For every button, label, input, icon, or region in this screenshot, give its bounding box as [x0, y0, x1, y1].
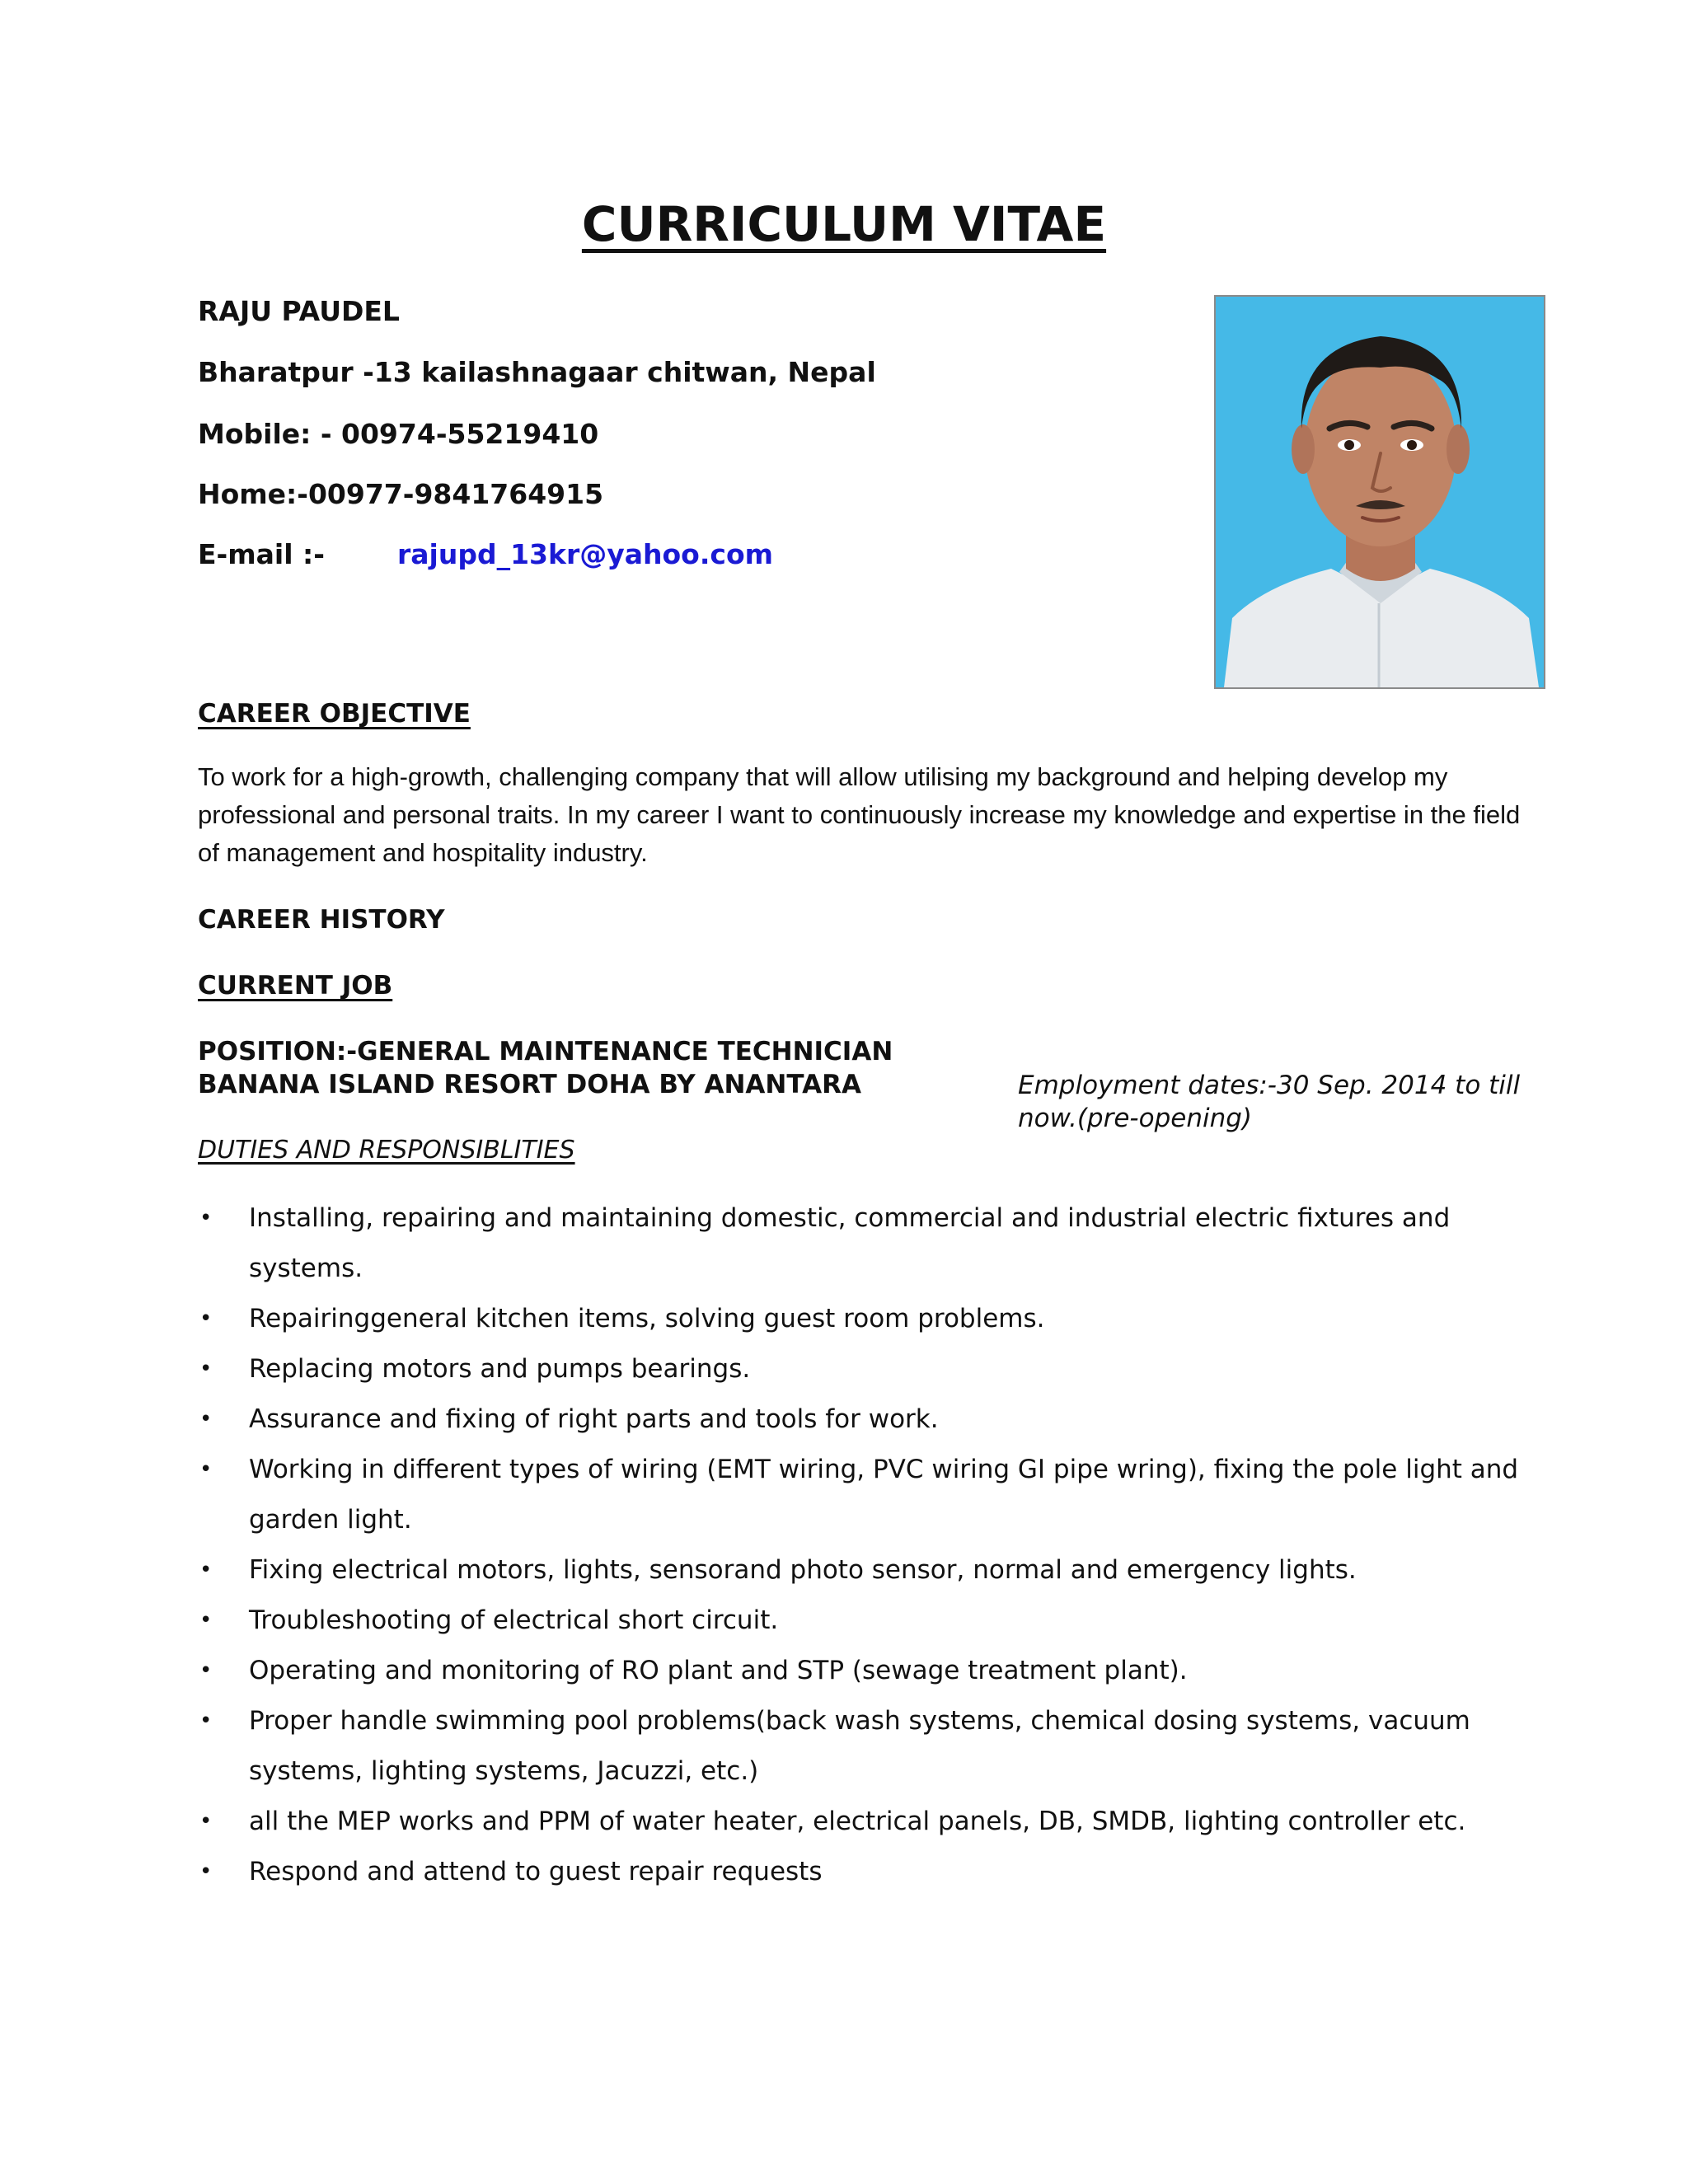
mobile-number: Mobile: - 00974-55219410 [198, 418, 599, 450]
career-objective-heading: CAREER OBJECTIVE [198, 699, 471, 729]
list-item: • Installing, repairing and maintaining domestic, commercial and industrial electric fixtures and systems. [198, 1193, 1550, 1294]
list-item: • Troubleshooting of electrical short circuit. [198, 1596, 1550, 1646]
bullet-icon: • [199, 1608, 213, 1633]
position-title: POSITION:-GENERAL MAINTENANCE TECHNICIAN [198, 1037, 893, 1066]
bullet-icon: • [199, 1457, 213, 1482]
bullet-icon: • [199, 1206, 213, 1230]
list-item: • Proper handle swimming pool problems(back wash systems, chemical dosing systems, vacuum systems, lighting systems, Jacuzzi, etc.) [198, 1696, 1550, 1797]
bullet-icon: • [199, 1357, 213, 1381]
bullet-icon: • [199, 1809, 213, 1834]
page-title: CURRICULUM VITAE [581, 196, 1107, 252]
list-item: • Assurance and fixing of right parts and tools for work. [198, 1394, 1550, 1445]
bullet-icon: • [199, 1859, 213, 1884]
bullet-icon: • [199, 1708, 213, 1733]
person-portrait-icon [1216, 297, 1544, 687]
profile-photo [1214, 295, 1545, 689]
address: Bharatpur -13 kailashnagaar chitwan, Nepal [198, 356, 876, 388]
candidate-name: RAJU PAUDEL [198, 295, 400, 327]
current-job-heading: CURRENT JOB [198, 971, 393, 1001]
bullet-icon: • [199, 1558, 213, 1582]
bullet-icon: • [199, 1658, 213, 1683]
list-item: • all the MEP works and PPM of water heater, electrical panels, DB, SMDB, lighting controller etc. [198, 1797, 1550, 1847]
list-item: • Respond and attend to guest repair requests [198, 1847, 1550, 1897]
email-label: E-mail :- [198, 538, 325, 570]
list-item: • Repairinggeneral kitchen items, solving guest room problems. [198, 1294, 1550, 1344]
list-item: • Working in different types of wiring (EMT wiring, PVC wiring GI pipe wring), fixing the pole light and garden light. [198, 1445, 1550, 1545]
email-link[interactable]: rajupd_13kr@yahoo.com [397, 538, 774, 570]
duties-heading: DUTIES AND RESPONSIBLITIES [198, 1136, 575, 1165]
home-number: Home:-00977-9841764915 [198, 478, 604, 510]
employment-dates: Employment dates:-30 Sep. 2014 to till now.(pre-opening) [1018, 1071, 1521, 1133]
list-item: • Fixing electrical motors, lights, sensorand photo sensor, normal and emergency lights. [198, 1545, 1550, 1596]
bullet-icon: • [199, 1306, 213, 1331]
list-item: • Replacing motors and pumps bearings. [198, 1344, 1550, 1394]
bullet-icon: • [199, 1407, 213, 1432]
employer-name: BANANA ISLAND RESORT DOHA BY ANANTARA [198, 1070, 861, 1099]
career-history-heading: CAREER HISTORY [198, 905, 445, 935]
duties-list [198, 1193, 1550, 1897]
career-objective-text: To work for a high-growth, challenging company that will allow utilising my background and helping develop my professional and personal traits. In my career I want to continuously increase my knowledge and expertise in the field of management and hospitality industry. [198, 762, 1521, 867]
list-item: • Operating and monitoring of RO plant and STP (sewage treatment plant). [198, 1646, 1550, 1696]
